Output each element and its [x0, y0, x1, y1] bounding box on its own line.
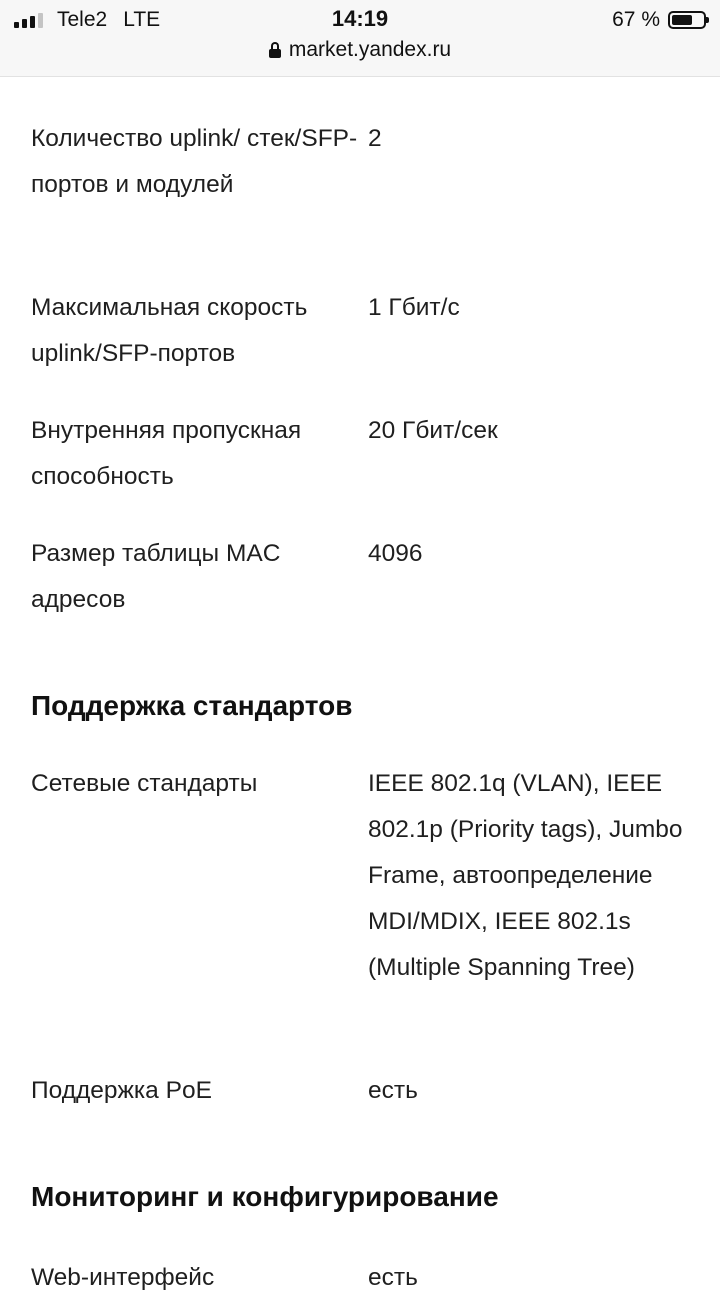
- section-title-monitoring: Мониторинг и конфигурирование: [31, 1181, 499, 1212]
- spec-value: 2: [368, 125, 382, 152]
- clock: 14:19: [331, 6, 389, 31]
- carrier-name: Tele2: [57, 8, 108, 31]
- spec-label: Количество uplink/ стек/SFP-портов и модулей: [31, 125, 358, 198]
- section-title-standards: Поддержка стандартов: [31, 690, 353, 721]
- spec-label: Максимальная скорость uplink/SFP-портов: [31, 294, 308, 367]
- spec-row: [31, 531, 691, 623]
- spec-value: 1 Гбит/с: [368, 294, 460, 321]
- spec-value: есть: [368, 1077, 418, 1104]
- url-text: market.yandex.ru: [288, 38, 452, 61]
- status-bar: [0, 0, 720, 77]
- spec-row: [31, 285, 691, 377]
- spec-row: [31, 1255, 691, 1301]
- spec-row: [31, 761, 691, 991]
- spec-value: 20 Гбит/сек: [368, 417, 498, 444]
- spec-row: [31, 1068, 691, 1114]
- spec-value: 4096: [368, 540, 423, 567]
- spec-label: Сетевые стандарты: [31, 770, 258, 797]
- battery-icon: [668, 11, 706, 29]
- status-right: [612, 8, 706, 32]
- network-type: LTE: [123, 8, 161, 31]
- spec-label: Поддержка PoE: [31, 1077, 212, 1104]
- spec-row: [31, 408, 691, 500]
- battery-percent: 67 %: [612, 8, 660, 31]
- spec-row: [31, 116, 691, 208]
- address-bar[interactable]: [0, 38, 720, 62]
- lock-icon: [269, 42, 281, 58]
- spec-value: есть: [368, 1264, 418, 1291]
- spec-value: IEEE 802.1q (VLAN), IEEE 802.1p (Priority tags), Jumbo Frame, автоопределение MDI/MDIX, IEEE 802.1s (Multiple Spanning Tree): [368, 770, 683, 981]
- spec-label: Размер таблицы MAC адресов: [31, 540, 281, 613]
- spec-label: Внутренняя пропускная способность: [31, 417, 302, 490]
- spec-label: Web-интерфейс: [31, 1264, 215, 1291]
